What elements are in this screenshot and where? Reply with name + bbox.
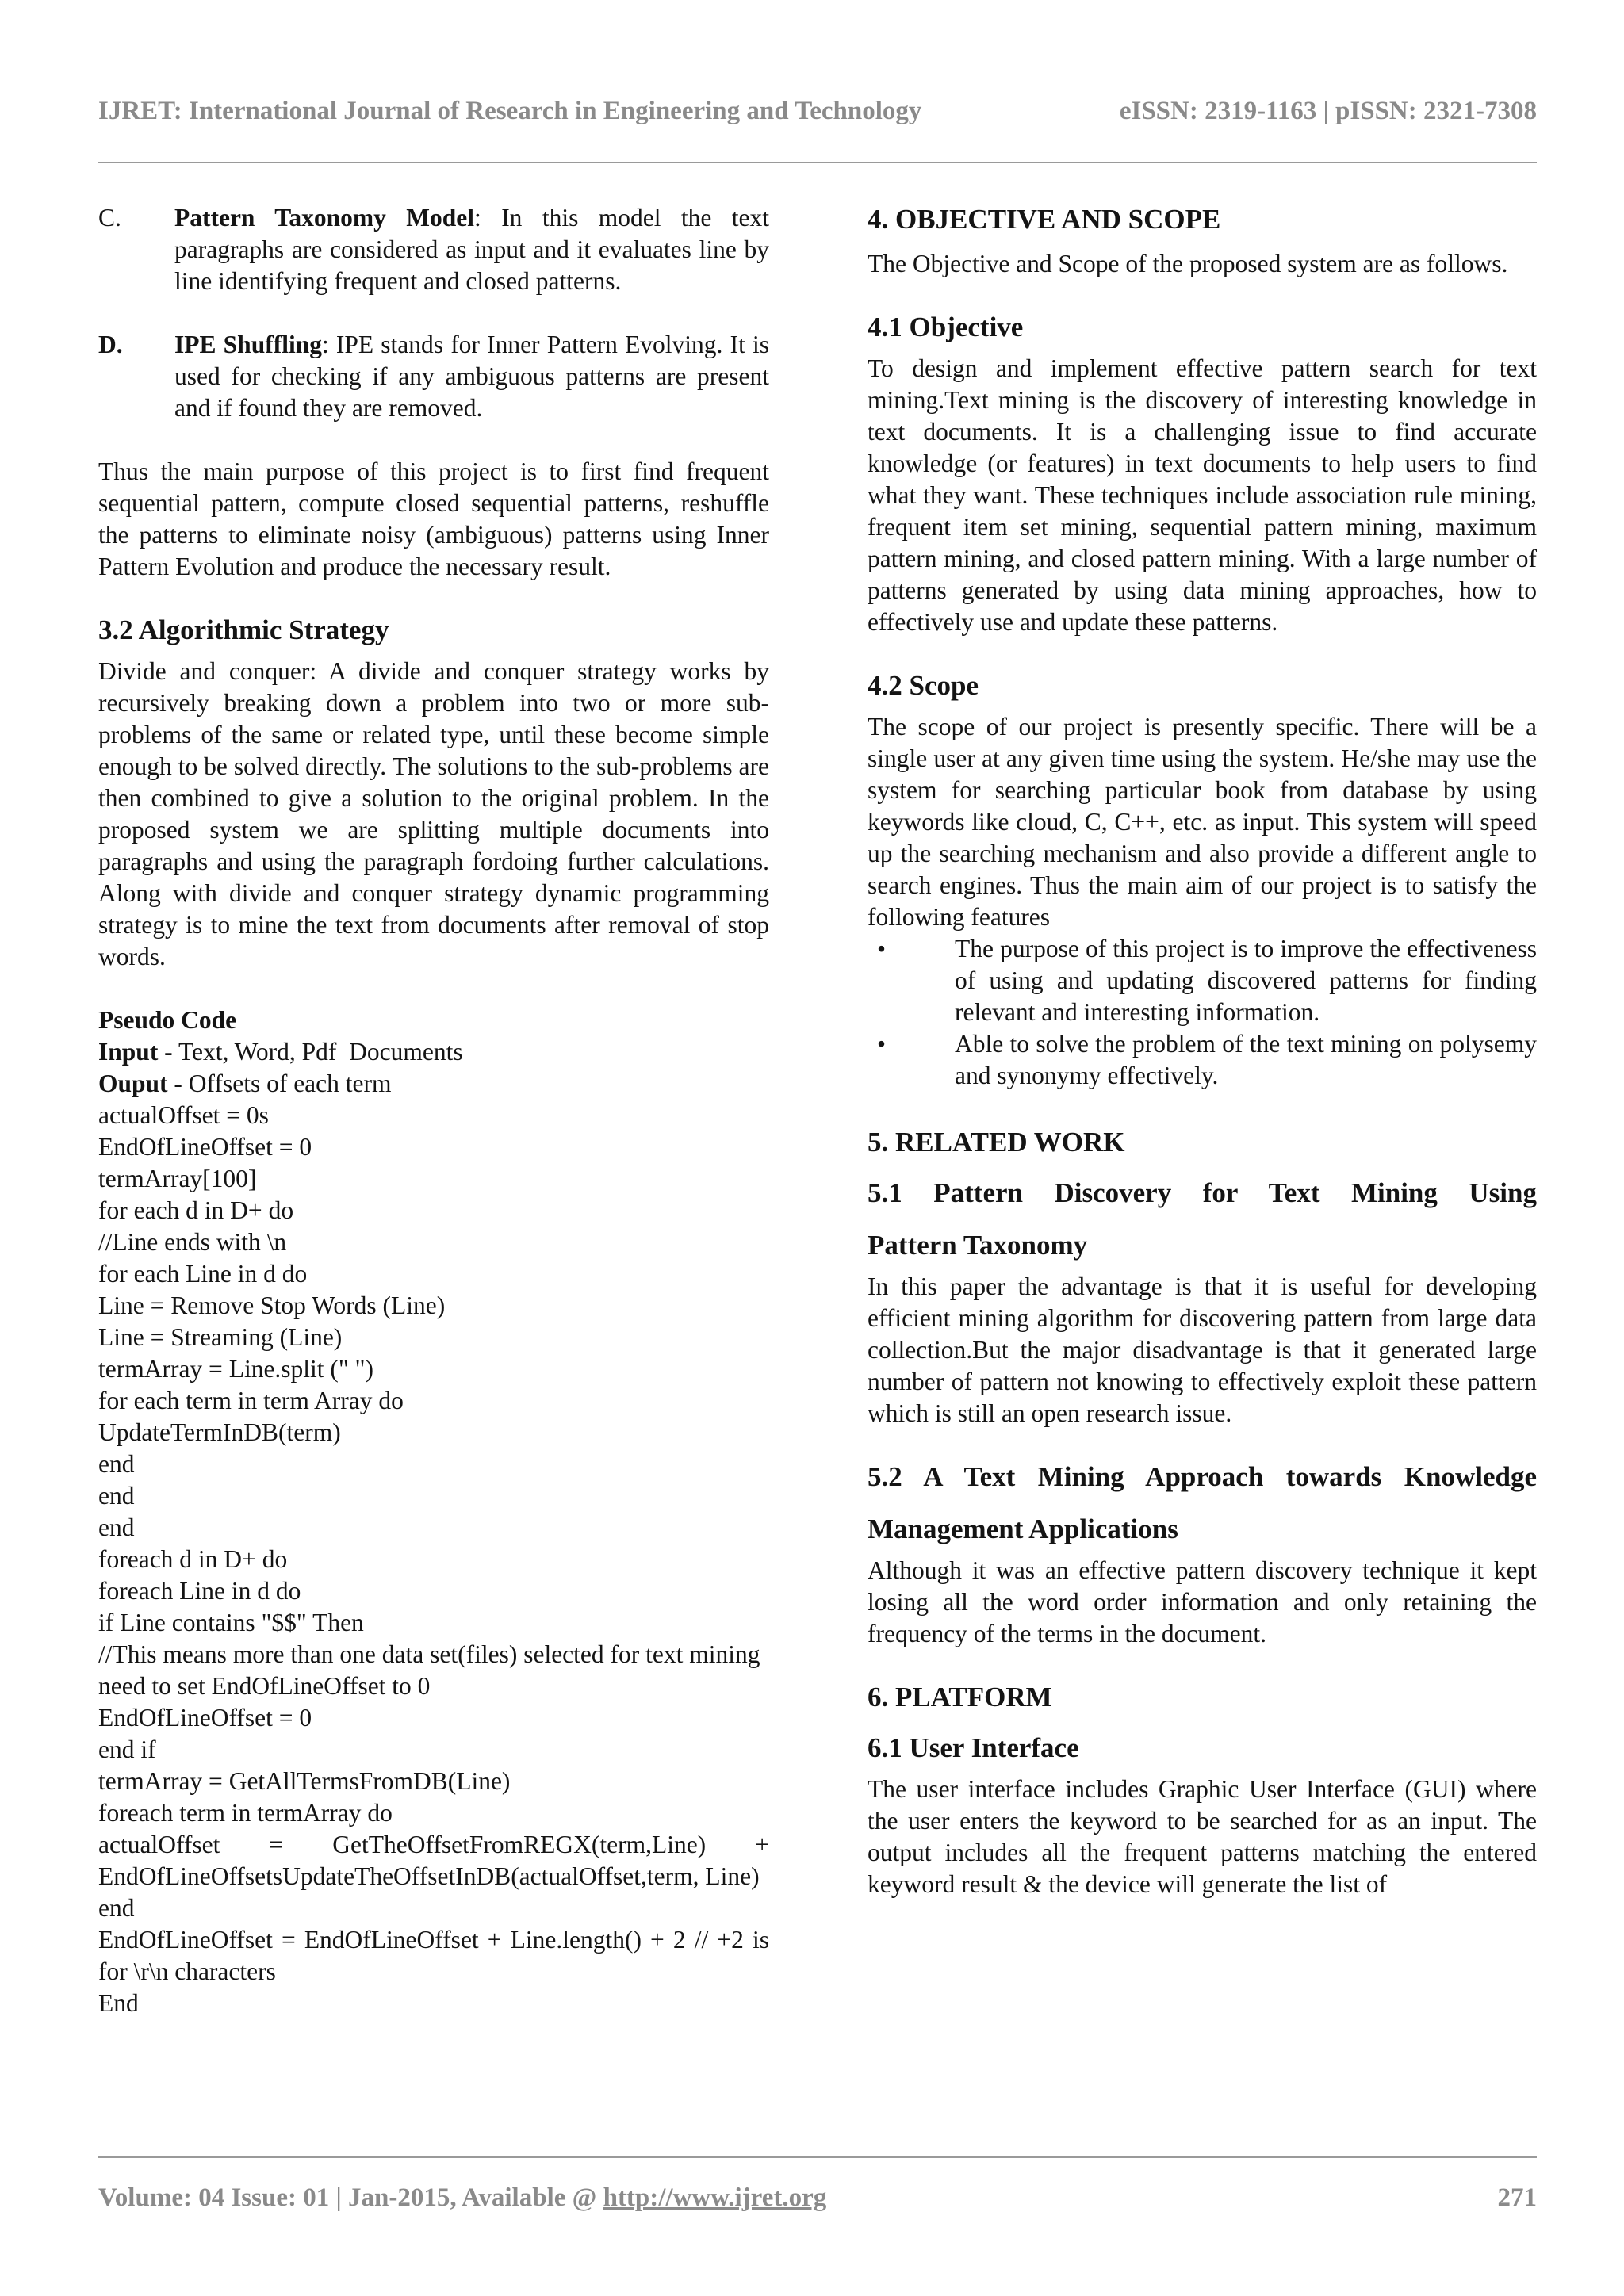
code-line: if Line contains "$$" Then	[98, 1609, 364, 1636]
section-5-heading: 5. RELATED WORK	[868, 1127, 1125, 1158]
section-5-2-text: Although it was an effective pattern discovery technique it kept losing all the word order information and only retaining the frequency of the terms in the document.	[868, 1556, 1537, 1647]
list-item: • Able to solve the problem of the text mining on polysemy and synonymy effectively.	[868, 1028, 1537, 1092]
section-3-2-text: Divide and conquer: A divide and conquer strategy works by recursively breaking down a problem into two or more sub-problems of the same or related type, until these become simple enough to be solved directly. The solutions to the sub-problems are then combined to give a solution to the original problem. In the proposed system we are splitting multiple documents into paragraphs and using the paragraph fordoing further calculations. Along with divide and conquer strategy dynamic programming strategy is to mine the text from documents after removal of stop words.	[98, 657, 769, 970]
code-lines	[98, 1988, 769, 2019]
pseudo-input: Input - Text, Word, Pdf Documents	[98, 1038, 463, 1066]
journal-link[interactable]: http://www.ijret.org	[603, 2183, 827, 2212]
code-line: for each d in D+ do	[98, 1196, 294, 1224]
code-line: Line = Remove Stop Words (Line)	[98, 1292, 446, 1319]
issn: eISSN: 2319-1163 | pISSN: 2321-7308	[1119, 97, 1537, 125]
code-line: //This means more than one data set(files) selected for text mining need to set EndOfLineOffset to 0	[98, 1640, 767, 1700]
section-5-1-heading: 5.1 Pattern Discovery for Text Mining Using	[868, 1177, 1537, 1208]
code-line: //Line ends with \n	[98, 1228, 287, 1256]
section-6-1-heading: 6.1 User Interface	[868, 1732, 1079, 1763]
code-line: EndOfLineOffset = 0	[98, 1133, 312, 1161]
section-3-2-heading: 3.2 Algorithmic Strategy	[98, 614, 389, 645]
section-4-heading: 4. OBJECTIVE AND SCOPE	[868, 204, 1221, 235]
section-5-2-heading: 5.2 A Text Mining Approach towards Knowledge	[868, 1461, 1537, 1492]
pseudo-code-title: Pseudo Code	[98, 1006, 237, 1034]
pseudo-output: Ouput - Offsets of each term	[98, 1070, 392, 1097]
section-6-1-text: The user interface includes Graphic User Interface (GUI) where the user enters the keyword to be searched for as an input. The output includes all the frequent patterns matching the entered keyword result & the device will generate the list of	[868, 1775, 1537, 1898]
code-line: EndOfLineOffset = EndOfLineOffset + Line.length() + 2 // +2 is for \r\n characters	[98, 1926, 769, 1985]
item-marker: D.	[98, 331, 123, 358]
purpose-paragraph: Thus the main purpose of this project is to first find frequent sequential pattern, compute closed sequential patterns, reshuffle the patterns to eliminate noisy (ambiguous) patterns using Inner Pattern Evolution and produce the necessary result.	[98, 457, 769, 580]
right-column	[868, 202, 1537, 1900]
footer-volume: Volume: 04 Issue: 01 | Jan-2015, Available @ http://www.ijret.org	[98, 2183, 827, 2212]
bullet-icon: •	[877, 935, 887, 962]
code-lines	[98, 1892, 769, 1924]
section-4-text: The Objective and Scope of the proposed system are as follows.	[868, 250, 1508, 277]
code-line: end	[98, 1450, 135, 1478]
section-4-2-heading: 4.2 Scope	[868, 670, 979, 701]
code-line: actualOffset = GetTheOffsetFromREGX(term,Line) + EndOfLineOffsetsUpdateTheOffsetInDB(actualOffset,term, Line)	[98, 1831, 769, 1890]
list-item-c	[98, 202, 769, 297]
code-line: foreach d in D+ do	[98, 1545, 288, 1573]
section-4-1-heading: 4.1 Objective	[868, 312, 1024, 342]
code-line: termArray = GetAllTermsFromDB(Line)	[98, 1767, 511, 1795]
code-line: End	[98, 1989, 139, 2017]
item-title: IPE Shuffling	[174, 331, 322, 358]
code-line: end	[98, 1894, 135, 1922]
header-rule	[98, 162, 1537, 163]
pseudo-code	[98, 1004, 769, 2019]
code-line: EndOfLineOffset = 0	[98, 1704, 312, 1732]
page-number: 271	[1497, 2183, 1537, 2212]
list-item: • The purpose of this project is to improve the effectiveness of using and updating discovered patterns for finding relevant and interesting information.	[868, 933, 1537, 1028]
code-line: foreach term in termArray do	[98, 1799, 393, 1827]
running-header	[98, 97, 1537, 126]
section-4-2-text: The scope of our project is presently specific. There will be a single user at any given time using the system. He/she may use the system for searching particular book from database by using keywords like cloud, C, C++, etc. as input. This system will speed up the searching mechanism and also provide a different angle to search engines. Thus the main aim of our project is to satisfy the following features	[868, 713, 1537, 931]
code-line: end	[98, 1482, 135, 1510]
list-item-d	[98, 329, 769, 424]
code-line: Line = Streaming (Line)	[98, 1323, 343, 1351]
code-line: end if	[98, 1735, 156, 1763]
code-lines	[98, 1100, 769, 1829]
code-line: for each term in term Array do	[98, 1387, 404, 1414]
footer-rule	[98, 2156, 1537, 2158]
code-line: for each Line in d do	[98, 1260, 308, 1288]
code-line: end	[98, 1513, 135, 1541]
section-5-2-heading-cont: Management Applications	[868, 1513, 1178, 1544]
code-line: actualOffset = 0s	[98, 1101, 269, 1129]
bullet-icon: •	[877, 1030, 887, 1058]
code-line: termArray[100]	[98, 1165, 257, 1192]
code-line: foreach Line in d do	[98, 1577, 301, 1605]
section-4-1-text: To design and implement effective pattern search for text mining.Text mining is the discovery of interesting knowledge in text documents. It is a challenging issue to find accurate knowledge (or features) in text documents to help users to find what they want. These techniques include association rule mining, frequent item set mining, sequential pattern mining, maximum pattern mining, and closed pattern mining. With a large number of patterns generated by using data mining approaches, how to effectively use and update these patterns.	[868, 354, 1537, 636]
item-title: Pattern Taxonomy Model	[174, 204, 475, 232]
code-line: UpdateTermInDB(term)	[98, 1418, 341, 1446]
item-marker: C.	[98, 204, 121, 232]
item-text: : In this model the text paragraphs are considered as input and it evaluates line by line identifying frequent and closed patterns.	[174, 204, 769, 295]
left-column	[98, 202, 769, 2019]
section-6-heading: 6. PLATFORM	[868, 1682, 1052, 1712]
section-5-1-heading-cont: Pattern Taxonomy	[868, 1230, 1088, 1261]
section-5-1-text: In this paper the advantage is that it is useful for developing efficient mining algorithm for discovering pattern from large data collection.But the major disadvantage is that it generated large number of pattern not knowing to effectively exploit these pattern which is still an open research issue.	[868, 1272, 1537, 1427]
running-footer	[98, 2183, 1537, 2213]
journal-title: IJRET: International Journal of Research in Engineering and Technology	[98, 97, 922, 125]
code-line: termArray = Line.split (" ")	[98, 1355, 374, 1383]
item-text: : IPE stands for Inner Pattern Evolving. It is used for checking if any ambiguous patterns are present and if found they are removed.	[174, 331, 769, 422]
